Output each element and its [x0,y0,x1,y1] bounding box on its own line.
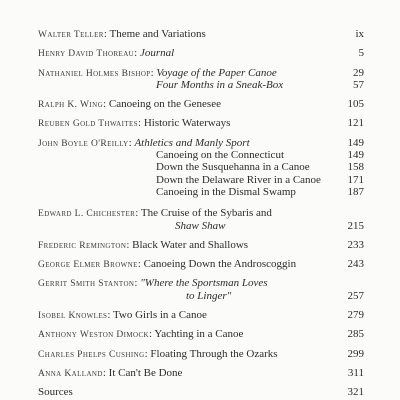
toc-entry [38,386,364,398]
toc-author: Walter Teller [38,30,104,40]
toc-author: Reuben Gold Thwaites [38,119,139,129]
toc-title: to Linger" [186,290,232,302]
toc-author: Isobel Knowles [38,311,108,321]
toc-page-number: 311 [347,367,364,379]
toc-entry [38,277,364,290]
toc-title: Canoeing Down the Androscoggin [143,258,297,270]
toc-separator: : [102,367,109,379]
toc-entry [38,117,364,130]
toc-entry [38,28,364,41]
toc-page-number: 285 [347,328,364,340]
toc-title: Black Water and Shallows [132,239,249,251]
toc-author: Frederic Remington [38,241,127,251]
toc-title: Canoeing in the Dismal Swamp [156,186,296,198]
toc-page-number: 243 [347,258,364,270]
toc-entry [38,239,364,252]
toc-author: John Boyle O'Reilly [38,139,129,149]
toc-separator: : [144,348,151,360]
toc-separator: : [107,309,113,321]
toc-separator: : [138,117,144,129]
toc-separator: : [103,98,109,110]
toc-entry-continued [156,174,364,186]
toc-page-number: 233 [347,239,364,251]
toc-page-number: 5 [358,47,364,59]
toc-author: Nathaniel Holmes Bishop [38,69,151,79]
toc-entry-continued [156,79,364,91]
toc-separator: : [148,328,155,340]
toc-title: Down the Delaware River in a Canoe [156,174,321,186]
toc-page-number: ix [355,28,364,40]
toc-title: Historic Waterways [143,117,231,129]
toc-author: Charles Phelps Cushing [38,350,145,360]
toc-entry-continued [156,161,364,173]
toc-page-number: 149 [347,137,364,149]
toc-title: Theme and Variations [109,28,206,40]
toc-separator: : [150,67,157,79]
toc-entry [38,47,364,60]
toc-entry [38,367,364,380]
toc-author: Ralph K. Wing [38,100,104,110]
toc-separator: : [137,258,144,270]
toc-title: Voyage of the Paper Canoe [156,67,277,79]
toc-page-number: 158 [347,161,364,173]
toc-page-number: 257 [347,290,364,302]
toc-page-number: 105 [347,98,364,110]
toc-author: Anna Kalland [38,369,103,379]
toc-title: Sources [38,386,73,398]
toc-page-number: 279 [347,309,364,321]
toc-author: George Elmer Browne [38,260,138,270]
toc-separator: : [134,47,140,59]
toc-page-number: 29 [353,67,364,79]
toc-separator: : [135,207,141,219]
toc-page-number: 299 [347,348,364,360]
toc-title: Canoeing on the Genesee [108,98,221,110]
toc-entry-continued [186,290,364,302]
toc-title: It Can't Be Done [108,367,183,379]
toc-separator: : [103,28,110,40]
toc-title: Down the Susquehanna in a Canoe [156,161,310,173]
toc-title: The Cruise of the Sybaris and [140,207,272,219]
toc-entry-continued [175,220,364,232]
toc-separator: : [128,137,135,149]
toc-separator: : [126,239,133,251]
toc-page-number: 215 [347,220,364,232]
toc-entry [38,207,364,220]
toc-entry-continued [156,186,364,198]
toc-title: Athletics and Manly Sport [134,137,250,149]
toc-title: Four Months in a Sneak-Box [156,79,284,91]
toc-entry [38,98,364,111]
toc-page-number: 187 [347,186,364,198]
toc-title: Floating Through the Ozarks [150,348,278,360]
toc-entry-continued [156,149,364,161]
toc-entry [38,328,364,341]
toc-title: Journal [139,47,175,59]
toc-title: Yachting in a Canoe [154,328,244,340]
toc-author: Anthony Weston Dimock [38,330,149,340]
toc-entry [38,348,364,361]
toc-entry [38,258,364,271]
toc-page-number: 57 [353,79,364,91]
toc-title: "Where the Sportsman Loves [140,277,268,289]
toc-page-number: 171 [347,174,364,186]
toc-title: Canoeing on the Connecticut [156,149,284,161]
toc-author: Gerrit Smith Stanton [38,279,135,289]
toc-page-number: 149 [347,149,364,161]
toc-title: Two Girls in a Canoe [112,309,207,321]
toc-separator: : [134,277,141,289]
toc-author: Henry David Thoreau [38,49,135,59]
toc-title: Shaw Shaw [175,220,226,232]
toc-page-number: 121 [347,117,364,129]
toc-entry [38,309,364,322]
toc-page-number: 321 [347,386,364,398]
toc-author: Edward L. Chichester [38,209,136,219]
